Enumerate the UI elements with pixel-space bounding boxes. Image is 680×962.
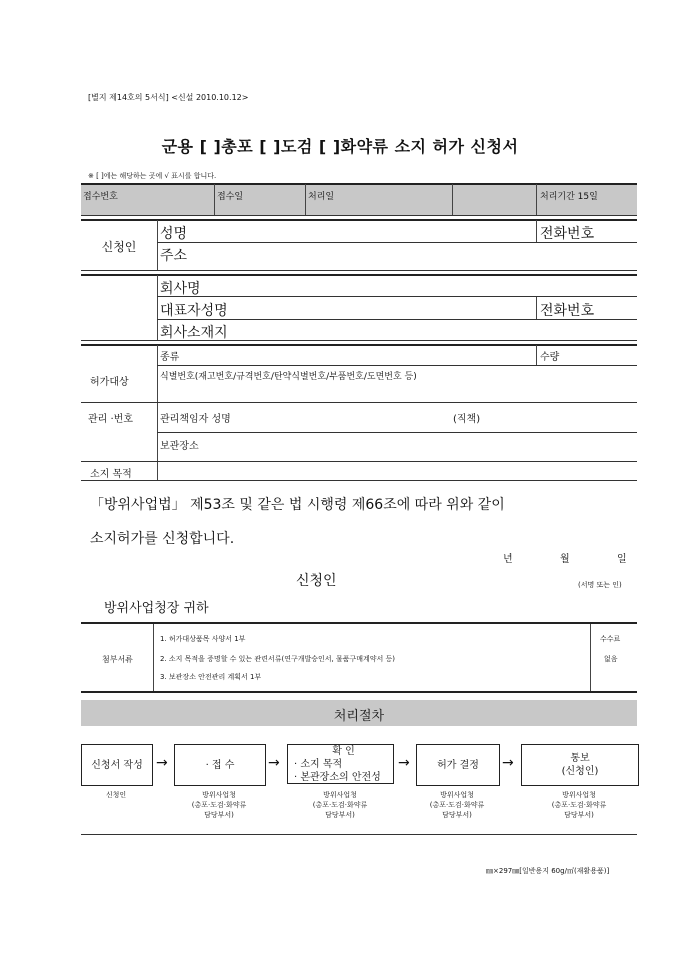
instruction-note: ※ [ ]에는 해당하는 곳에 √ 표시를 합니다. — [88, 172, 217, 180]
purpose-label: 소지 목적 — [90, 469, 132, 480]
addressee: 방위사업청장 귀하 — [104, 601, 209, 616]
attachment-item-1: 1. 허가대상품목 사양서 1부 — [160, 635, 246, 643]
processing-period-label: 처리기간 15일 — [540, 192, 598, 202]
storage-location-field[interactable]: 보관장소 — [160, 441, 199, 452]
step-5-line-2: (신청인) — [561, 766, 599, 777]
step-2-actor: 방위사업청 (총포·도검·화약류 담당부서) — [191, 791, 247, 819]
applicant-name-field[interactable]: 성명 — [160, 226, 188, 242]
step-5-actor: 방위사업청 (총포·도검·화약류 담당부서) — [551, 791, 607, 819]
target-id-number-field[interactable]: 식별번호(재고번호/규격번호/탄약식별번호/부품번호/도면번호 등) — [160, 372, 417, 382]
fee-label: 수수료 — [600, 635, 621, 643]
step-1-line-1: 신청서 작성 — [91, 759, 143, 771]
manager-position-field[interactable]: (직책) — [453, 414, 481, 425]
statement-line-2: 소지허가를 신청합니다. — [90, 531, 235, 547]
procedure-title: 처리절차 — [333, 709, 385, 724]
applicant-phone-field[interactable]: 전화번호 — [540, 226, 595, 242]
date-day-label[interactable]: 일 — [617, 554, 627, 565]
target-kind-field[interactable]: 종류 — [160, 352, 180, 363]
step-3-line-2: · 소지 목적 — [294, 758, 343, 770]
applicant-address-field[interactable]: 주소 — [160, 248, 188, 264]
step-decision-box — [416, 744, 500, 786]
attachments-label: 첨부서류 — [102, 655, 133, 664]
step-1-actor: 신청인 — [105, 791, 127, 799]
date-year-label[interactable]: 년 — [503, 554, 513, 565]
management-section-label: 관리 ·번호 — [88, 414, 133, 425]
company-phone-field[interactable]: 전화번호 — [540, 303, 595, 319]
step-2-line-1: · 접 수 — [205, 759, 235, 771]
target-section-label: 허가대상 — [90, 377, 129, 388]
company-location-field[interactable]: 회사소재지 — [160, 325, 228, 341]
attachment-item-3: 3. 보관장소 안전관리 계획서 1부 — [160, 673, 262, 681]
step-4-actor: 방위사업청 (총포·도검·화약류 담당부서) — [429, 791, 485, 819]
step-3-line-1: 확 인 — [332, 745, 355, 757]
applicant-section-label: 신청인 — [101, 240, 137, 254]
step-receipt-box — [174, 744, 266, 786]
process-date-label: 처리일 — [308, 192, 335, 202]
signature-hint[interactable]: (서명 또는 인) — [578, 581, 622, 589]
flow-arrow-4: → — [502, 755, 514, 771]
step-verification-box — [287, 744, 394, 784]
step-application-box — [81, 744, 153, 786]
form-number-note: [별지 제14호의 5서식] <신설 2010.10.12> — [88, 93, 249, 102]
paper-spec-footer: ㎜×297㎜[일반용지 60g/㎡(재활용품)] — [486, 867, 610, 875]
flow-arrow-1: → — [156, 755, 168, 771]
date-month-label[interactable]: 월 — [560, 554, 570, 565]
statement-line-1: 「방위사업법」 제53조 및 같은 법 시행령 제66조에 따라 위와 같이 — [90, 497, 505, 513]
form-title: 군용 [ ]총포 [ ]도검 [ ]화약류 소지 허가 신청서 — [161, 137, 519, 156]
target-quantity-field[interactable]: 수량 — [540, 352, 560, 363]
flow-arrow-2: → — [268, 755, 280, 771]
step-notification-box — [521, 744, 639, 786]
receipt-date-label: 접수일 — [217, 192, 244, 202]
flow-arrow-3: → — [398, 755, 410, 771]
step-5-line-1: 통보 — [570, 753, 590, 764]
step-4-line-1: 허가 결정 — [437, 759, 479, 771]
company-name-field[interactable]: 회사명 — [160, 281, 201, 297]
attachment-item-2: 2. 소지 목적을 증명할 수 있는 관련서류(연구개발승인서, 물품구매계약서 등) — [160, 655, 396, 663]
fee-value: 없음 — [604, 655, 618, 663]
manager-name-field[interactable]: 관리책임자 성명 — [160, 414, 231, 425]
applicant-signature-label: 신청인 — [296, 573, 337, 589]
step-3-line-3: · 본관장소의 안전성 — [294, 771, 381, 783]
step-3-actor: 방위사업청 (총포·도검·화약류 담당부서) — [312, 791, 368, 819]
receipt-number-label: 접수번호 — [83, 192, 118, 202]
representative-name-field[interactable]: 대표자성명 — [160, 303, 228, 319]
